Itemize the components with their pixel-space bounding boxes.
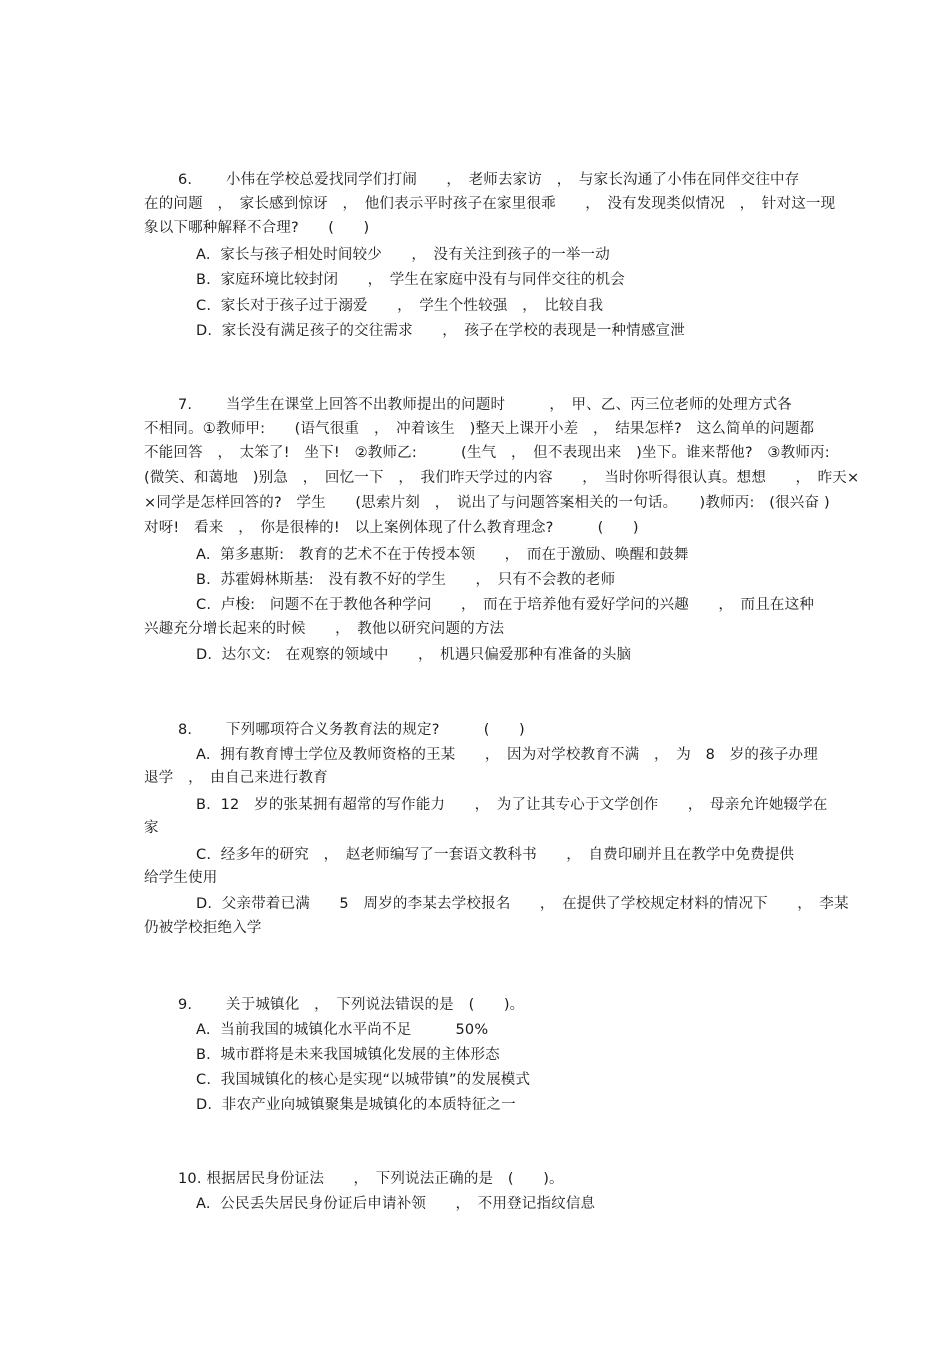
question-8-option-d-line-2: 仍被学校拒绝入学 <box>144 920 262 936</box>
question-7-line-6: 对呀! 看来 ， 你是很棒的! 以上案例体现了什么教育理念? ( ) <box>144 520 639 536</box>
question-7-option-b: B. 苏霍姆林斯基: 没有教不好的学生 ， 只有不会教的老师 <box>196 572 616 588</box>
question-6-option-d: D. 家长没有满足孩子的交往需求 ， 孩子在学校的表现是一种情感宣泄 <box>196 323 685 339</box>
question-7-line-4: (微笑、和蔼地 )别急 ， 回忆一下 ， 我们昨天学过的内容 ， 当时你听得很认真。想想 ， 昨天× <box>144 470 860 486</box>
question-7-option-a: A. 第多惠斯: 教育的艺术不在于传授本领 ， 而在于激励、唤醒和鼓舞 <box>196 547 689 563</box>
question-7-option-d: D. 达尔文: 在观察的领域中 ， 机遇只偏爱那种有准备的头脑 <box>196 647 632 663</box>
question-7-option-c-line-2: 兴趣充分增长起来的时候 ， 教他以研究问题的方法 <box>144 621 505 637</box>
question-9-option-c: C. 我国城镇化的核心是实现“以城带镇”的发展模式 <box>196 1072 531 1088</box>
question-8-option-b-line-2: 家 <box>144 820 159 836</box>
question-10-option-a: A. 公民丢失居民身份证后申请补领 ， 不用登记指纹信息 <box>196 1196 596 1212</box>
question-9-line-1: 9. 关于城镇化 ， 下列说法错误的是 ( )。 <box>178 997 525 1013</box>
question-7-line-2: 不相同。①教师甲: (语气很重 ， 冲着该生 )整天上课开小差 ， 结果怎样? 这么简单的问题都 <box>144 421 815 437</box>
question-8-line-1: 8. 下列哪项符合义务教育法的规定? ( ) <box>178 722 525 738</box>
question-8-option-b-line-1: B. 12 岁的张某拥有超常的写作能力 ， 为了让其专心于文学创作 ， 母亲允许她辍学在 <box>196 797 828 813</box>
question-7-line-5: ×同学是怎样回答的? 学生 (思索片刻 ， 说出了与问题答案相关的一句话。 )教师丙: (很兴奋 ) <box>144 495 830 511</box>
question-9-option-d: D. 非农产业向城镇聚集是城镇化的本质特征之一 <box>196 1097 516 1113</box>
question-9-option-b: B. 城市群将是未来我国城镇化发展的主体形态 <box>196 1047 500 1063</box>
question-8-option-a-line-1: A. 拥有教育博士学位及教师资格的王某 ， 因为对学校教育不满 ， 为 8 岁的孩子办理 <box>196 747 818 763</box>
question-8-option-c-line-1: C. 经多年的研究 ， 赵老师编写了一套语文教科书 ， 自费印刷并且在教学中免费提供 <box>196 847 795 863</box>
question-6-option-b: B. 家庭环境比较封闭 ， 学生在家庭中没有与同伴交往的机会 <box>196 272 625 288</box>
question-8-option-a-line-2: 退学 ， 由自己来进行教育 <box>144 770 328 786</box>
question-8-option-c-line-2: 给学生使用 <box>144 870 218 886</box>
question-7-line-1: 7. 当学生在课堂上回答不出教师提出的问题时 ， 甲、乙、丙三位老师的处理方式各 <box>178 397 792 413</box>
question-6-option-c: C. 家长对于孩子过于溺爱 ， 学生个性较强 ， 比较自我 <box>196 298 604 314</box>
question-6-line-3: 象以下哪种解释不合理? ( ) <box>144 220 370 236</box>
question-8-option-d-line-1: D. 父亲带着已满 5 周岁的李某去学校报名 ， 在提供了学校规定材料的情况下 ， 李某 <box>196 896 849 912</box>
question-6-line-1: 6. 小伟在学校总爱找同学们打闹 ， 老师去家访 ， 与家长沟通了小伟在同伴交往中存 <box>178 172 800 188</box>
question-9-option-a: A. 当前我国的城镇化水平尚不足 50% <box>196 1022 489 1038</box>
question-6-line-2: 在的问题 ， 家长感到惊讶 ， 他们表示平时孩子在家里很乖 ， 没有发现类似情况 ， 针对这一现 <box>144 196 836 212</box>
question-10-line-1: 10. 根据居民身份证法 ， 下列说法正确的是 ( )。 <box>178 1171 564 1187</box>
question-6-option-a: A. 家长与孩子相处时间较少 ， 没有关注到孩子的一举一动 <box>196 247 610 263</box>
question-7-option-c-line-1: C. 卢梭: 问题不在于教他各种学问 ， 而在于培养他有爱好学问的兴趣 ， 而且在这种 <box>196 597 815 613</box>
question-7-line-3: 不能回答 ， 太笨了! 坐下! ②教师乙: (生气 ， 但不表现出来 )坐下。谁来帮他? ③教师丙: <box>144 445 830 461</box>
